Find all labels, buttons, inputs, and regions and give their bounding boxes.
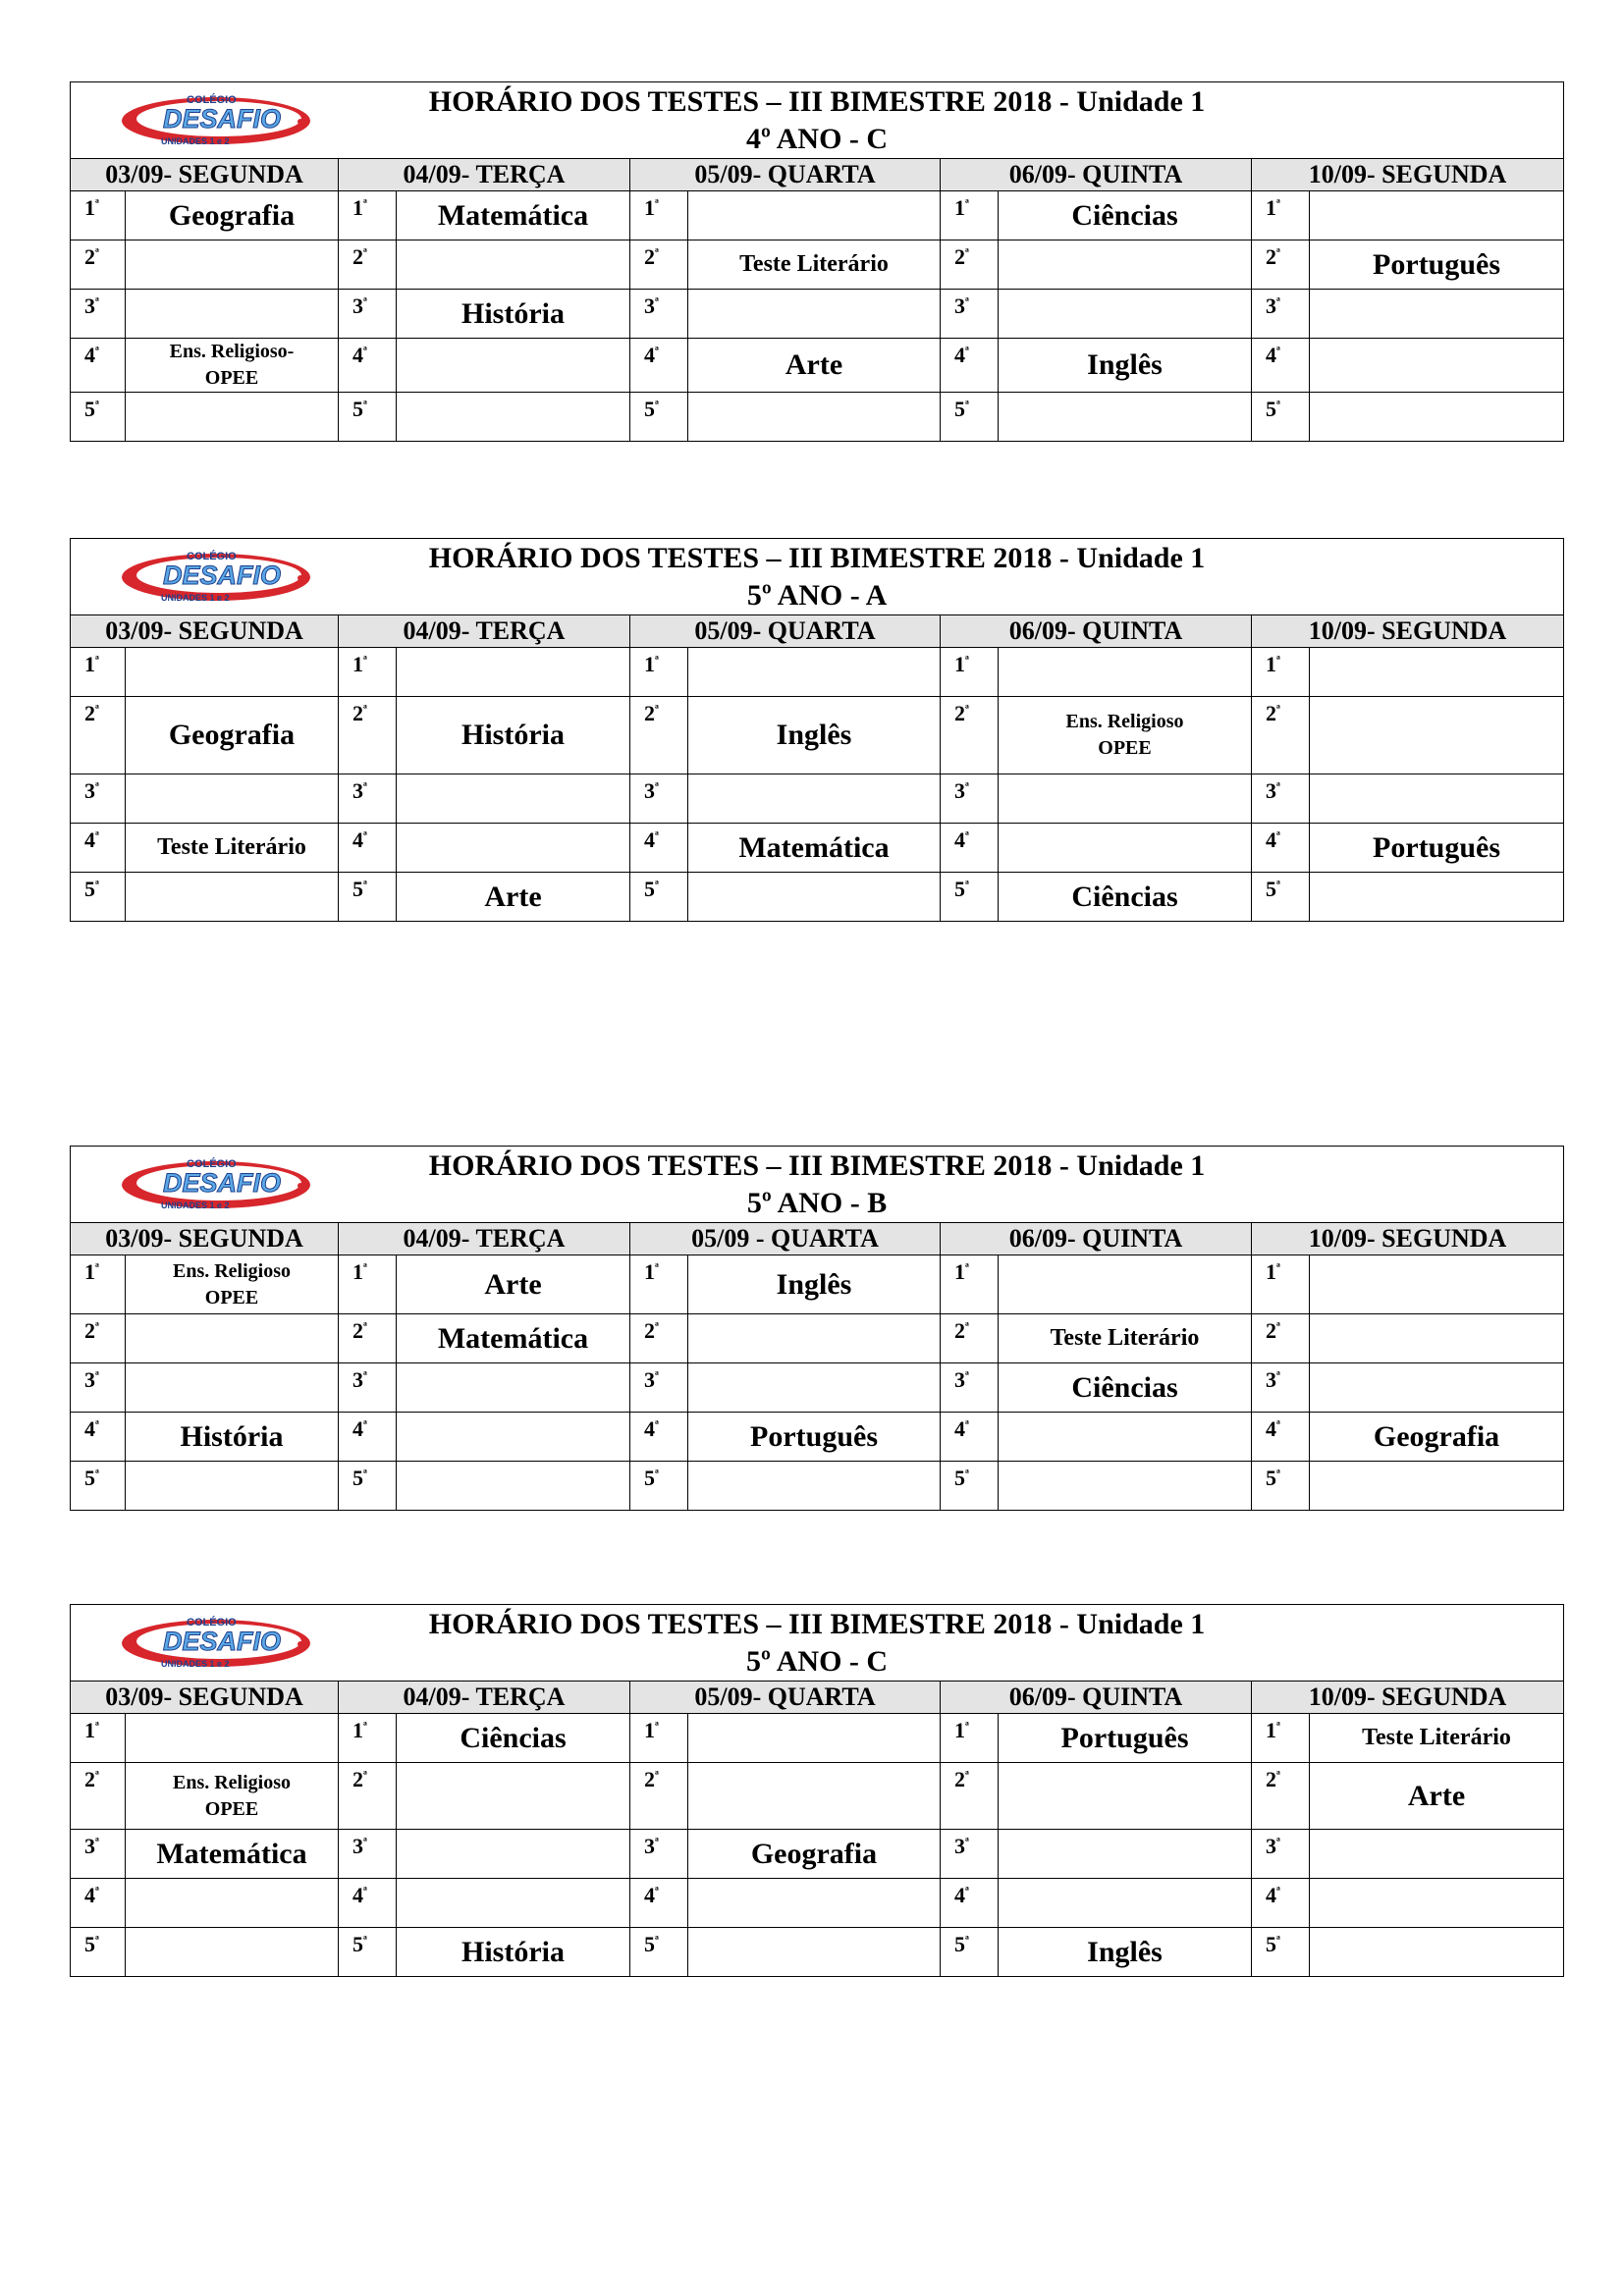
period-number: $5^ª$	[941, 873, 999, 922]
subject-cell	[999, 1255, 1252, 1314]
school-logo	[118, 88, 314, 149]
period-number: $4^ª$	[71, 1413, 126, 1462]
subject-cell	[1310, 1879, 1564, 1928]
subject-cell	[999, 1462, 1252, 1511]
period-number: $3^ª$	[339, 774, 397, 824]
subject-cell	[1310, 1363, 1564, 1413]
subject-cell	[1310, 697, 1564, 774]
period-number: $4^ª$	[71, 824, 126, 873]
subject-cell	[397, 1363, 630, 1413]
subject-cell	[397, 648, 630, 697]
day-header: 10/09- SEGUNDA	[1252, 159, 1564, 191]
subject-cell	[126, 1462, 339, 1511]
subject-cell	[688, 1763, 941, 1830]
subject-cell: Inglês	[999, 1928, 1252, 1977]
subject-cell	[126, 1255, 339, 1314]
subject-cell: Teste Literário	[688, 240, 941, 290]
day-header: 05/09- QUARTA	[630, 159, 941, 191]
logo-sub-text: UNIDADES 1 e 2	[161, 593, 230, 603]
period-number: $3^ª$	[339, 1830, 397, 1879]
period-number: $3^ª$	[941, 1830, 999, 1879]
period-number: $1^ª$	[1252, 1255, 1310, 1314]
day-header: 05/09- QUARTA	[630, 1682, 941, 1714]
subject-cell	[1310, 648, 1564, 697]
schedule-table	[70, 1604, 1564, 1977]
period-number: $5^ª$	[71, 1928, 126, 1977]
subject-cell	[1310, 1255, 1564, 1314]
schedule-header	[71, 1605, 1564, 1682]
subject-cell	[126, 339, 339, 393]
period-number: $3^ª$	[630, 774, 688, 824]
period-number: $3^ª$	[71, 1830, 126, 1879]
subject-cell	[688, 1879, 941, 1928]
period-number: $3^ª$	[1252, 290, 1310, 339]
period-number: $4^ª$	[630, 339, 688, 393]
schedule-header	[71, 82, 1564, 159]
period-number: $1^ª$	[71, 1255, 126, 1314]
day-header: 04/09- TERÇA	[339, 1223, 630, 1255]
period-number: $2^ª$	[1252, 697, 1310, 774]
period-number: $4^ª$	[630, 824, 688, 873]
period-number: $1^ª$	[339, 191, 397, 240]
period-number: $1^ª$	[339, 1714, 397, 1763]
subject-cell: Matemática	[688, 824, 941, 873]
subject-cell: Inglês	[688, 697, 941, 774]
subject-cell	[1310, 873, 1564, 922]
subject-cell	[999, 393, 1252, 442]
period-number: $1^ª$	[339, 648, 397, 697]
period-number: $1^ª$	[1252, 1714, 1310, 1763]
day-header: 04/09- TERÇA	[339, 1682, 630, 1714]
subject-cell	[999, 824, 1252, 873]
subject-cell: Matemática	[397, 1314, 630, 1363]
subject-cell	[397, 1462, 630, 1511]
subject-cell	[999, 1413, 1252, 1462]
period-number: $4^ª$	[339, 1413, 397, 1462]
subject-cell: Arte	[397, 873, 630, 922]
subject-cell: Ciências	[999, 191, 1252, 240]
subject-cell	[1310, 191, 1564, 240]
period-number: $3^ª$	[1252, 1830, 1310, 1879]
period-number: $1^ª$	[630, 1255, 688, 1314]
day-header: 04/09- TERÇA	[339, 615, 630, 648]
subject-cell	[1310, 1830, 1564, 1879]
day-header: 06/09- QUINTA	[941, 615, 1252, 648]
subject-cell	[999, 1879, 1252, 1928]
day-header: 03/09- SEGUNDA	[71, 1223, 339, 1255]
period-number: $2^ª$	[339, 240, 397, 290]
period-number: $5^ª$	[630, 873, 688, 922]
period-number: $3^ª$	[630, 1830, 688, 1879]
subject-text: OPEE	[1098, 737, 1152, 759]
schedule-block	[70, 81, 1563, 442]
subject-cell	[999, 1763, 1252, 1830]
period-number: $3^ª$	[941, 1363, 999, 1413]
period-number: $2^ª$	[339, 1763, 397, 1830]
period-number: $2^ª$	[1252, 1763, 1310, 1830]
subject-cell	[999, 774, 1252, 824]
subject-cell	[126, 290, 339, 339]
subject-cell	[126, 393, 339, 442]
period-number: $3^ª$	[71, 290, 126, 339]
period-number: $5^ª$	[630, 393, 688, 442]
period-number: $1^ª$	[71, 191, 126, 240]
subject-cell	[688, 191, 941, 240]
subject-text: Ens. Religioso	[1065, 711, 1184, 732]
subject-cell	[397, 1879, 630, 1928]
period-number: $2^ª$	[71, 697, 126, 774]
period-number: $3^ª$	[1252, 774, 1310, 824]
period-number: $4^ª$	[71, 1879, 126, 1928]
logo-sub-text: UNIDADES 1 e 2	[161, 136, 230, 146]
subject-cell	[688, 1462, 941, 1511]
subject-cell: História	[397, 1928, 630, 1977]
period-number: $5^ª$	[1252, 1928, 1310, 1977]
period-number: $5^ª$	[630, 1462, 688, 1511]
subject-cell: Geografia	[1310, 1413, 1564, 1462]
class-name: 5º ANO - C	[746, 1645, 889, 1678]
period-number: $3^ª$	[941, 774, 999, 824]
period-number: $2^ª$	[941, 697, 999, 774]
day-header: 06/09- QUINTA	[941, 159, 1252, 191]
subject-cell: Geografia	[126, 191, 339, 240]
period-number: $4^ª$	[941, 1879, 999, 1928]
class-name: 4º ANO - C	[746, 123, 889, 155]
logo-top-text: COLÉGIO	[187, 94, 237, 106]
period-number: $1^ª$	[1252, 648, 1310, 697]
logo-top-text: COLÉGIO	[187, 1617, 237, 1629]
subject-cell	[126, 774, 339, 824]
period-number: $5^ª$	[1252, 393, 1310, 442]
subject-cell	[1310, 1314, 1564, 1363]
schedule-header	[71, 539, 1564, 615]
subject-cell: Geografia	[126, 697, 339, 774]
schedule-block	[70, 1604, 1563, 1977]
logo-top-text: COLÉGIO	[187, 551, 237, 562]
schedule-block	[70, 538, 1563, 922]
period-number: $2^ª$	[1252, 1314, 1310, 1363]
period-number: $4^ª$	[1252, 1413, 1310, 1462]
subject-cell: Arte	[1310, 1763, 1564, 1830]
period-number: $2^ª$	[630, 1763, 688, 1830]
day-header: 05/09- QUARTA	[630, 615, 941, 648]
schedule-title: HORÁRIO DOS TESTES – III BIMESTRE 2018 - Unidade 1	[428, 542, 1206, 574]
period-number: $5^ª$	[339, 1462, 397, 1511]
period-number: $4^ª$	[941, 824, 999, 873]
period-number: $5^ª$	[71, 1462, 126, 1511]
day-header: 06/09- QUINTA	[941, 1682, 1252, 1714]
day-header: 05/09 - QUARTA	[630, 1223, 941, 1255]
subject-cell	[1310, 339, 1564, 393]
school-logo	[118, 545, 314, 606]
schedule-title: HORÁRIO DOS TESTES – III BIMESTRE 2018 - Unidade 1	[428, 1608, 1206, 1640]
schedule-header	[71, 1147, 1564, 1223]
period-number: $1^ª$	[630, 191, 688, 240]
period-number: $4^ª$	[941, 339, 999, 393]
subject-cell	[1310, 1462, 1564, 1511]
logo-top-text: COLÉGIO	[187, 1158, 237, 1170]
subject-cell: História	[126, 1413, 339, 1462]
subject-text: OPEE	[204, 1797, 259, 1820]
day-header: 04/09- TERÇA	[339, 159, 630, 191]
subject-cell	[1310, 290, 1564, 339]
day-header: 10/09- SEGUNDA	[1252, 615, 1564, 648]
subject-cell: Inglês	[999, 339, 1252, 393]
period-number: $2^ª$	[339, 697, 397, 774]
subject-cell	[126, 648, 339, 697]
period-number: $4^ª$	[71, 339, 126, 393]
class-name: 5º ANO - B	[746, 1187, 888, 1219]
period-number: $5^ª$	[941, 1928, 999, 1977]
period-number: $5^ª$	[630, 1928, 688, 1977]
schedule-table	[70, 1146, 1564, 1511]
subject-cell	[126, 873, 339, 922]
period-number: $5^ª$	[941, 1462, 999, 1511]
day-header: 03/09- SEGUNDA	[71, 159, 339, 191]
subject-cell	[126, 240, 339, 290]
period-number: $2^ª$	[941, 240, 999, 290]
school-logo	[118, 1152, 314, 1213]
logo-sub-text: UNIDADES 1 e 2	[161, 1201, 230, 1210]
subject-cell	[397, 1413, 630, 1462]
period-number: $2^ª$	[941, 1763, 999, 1830]
subject-cell	[688, 873, 941, 922]
subject-cell: Português	[688, 1413, 941, 1462]
period-number: $2^ª$	[630, 697, 688, 774]
period-number: $1^ª$	[1252, 191, 1310, 240]
subject-cell: Arte	[397, 1255, 630, 1314]
subject-cell: Geografia	[688, 1830, 941, 1879]
subject-cell	[397, 339, 630, 393]
period-number: $2^ª$	[1252, 240, 1310, 290]
subject-cell: Português	[999, 1714, 1252, 1763]
period-number: $3^ª$	[71, 1363, 126, 1413]
subject-cell	[397, 824, 630, 873]
subject-cell	[688, 1928, 941, 1977]
period-number: $1^ª$	[71, 1714, 126, 1763]
period-number: $5^ª$	[1252, 873, 1310, 922]
subject-cell	[999, 240, 1252, 290]
subject-text: Ens. Religioso	[172, 1771, 292, 1793]
subject-cell	[397, 1830, 630, 1879]
period-number: $3^ª$	[1252, 1363, 1310, 1413]
period-number: $2^ª$	[941, 1314, 999, 1363]
subject-cell: História	[397, 290, 630, 339]
period-number: $5^ª$	[339, 873, 397, 922]
period-number: $1^ª$	[339, 1255, 397, 1314]
subject-text: Ens. Religioso-	[169, 341, 295, 362]
subject-cell	[999, 648, 1252, 697]
period-number: $5^ª$	[339, 1928, 397, 1977]
period-number: $1^ª$	[941, 648, 999, 697]
subject-cell	[126, 1763, 339, 1830]
subject-cell: Teste Literário	[999, 1314, 1252, 1363]
period-number: $3^ª$	[630, 1363, 688, 1413]
period-number: $4^ª$	[1252, 824, 1310, 873]
logo-main-text: DESAFIO	[163, 1168, 282, 1198]
subject-cell: Teste Literário	[126, 824, 339, 873]
subject-text: OPEE	[204, 1286, 259, 1308]
subject-cell	[126, 1714, 339, 1763]
subject-text: Ens. Religioso	[172, 1259, 292, 1282]
period-number: $2^ª$	[71, 240, 126, 290]
subject-cell	[1310, 774, 1564, 824]
day-header: 03/09- SEGUNDA	[71, 1682, 339, 1714]
subject-cell	[126, 1363, 339, 1413]
logo-main-text: DESAFIO	[163, 561, 282, 590]
subject-cell	[397, 1763, 630, 1830]
subject-cell	[397, 240, 630, 290]
schedule-title: HORÁRIO DOS TESTES – III BIMESTRE 2018 - Unidade 1	[428, 85, 1206, 118]
subject-cell: Ciências	[999, 873, 1252, 922]
subject-cell: Teste Literário	[1310, 1714, 1564, 1763]
period-number: $5^ª$	[1252, 1462, 1310, 1511]
period-number: $4^ª$	[339, 1879, 397, 1928]
subject-cell	[126, 1314, 339, 1363]
subject-cell	[1310, 393, 1564, 442]
class-name: 5º ANO - A	[746, 579, 888, 612]
period-number: $1^ª$	[941, 1714, 999, 1763]
period-number: $5^ª$	[339, 393, 397, 442]
period-number: $5^ª$	[941, 393, 999, 442]
period-number: $2^ª$	[630, 240, 688, 290]
period-number: $5^ª$	[71, 873, 126, 922]
subject-cell	[688, 774, 941, 824]
subject-cell	[688, 393, 941, 442]
period-number: $4^ª$	[941, 1413, 999, 1462]
period-number: $2^ª$	[71, 1314, 126, 1363]
subject-cell	[688, 1714, 941, 1763]
period-number: $4^ª$	[339, 339, 397, 393]
subject-cell: História	[397, 697, 630, 774]
subject-cell: Português	[1310, 240, 1564, 290]
period-number: $2^ª$	[339, 1314, 397, 1363]
logo-main-text: DESAFIO	[163, 104, 282, 133]
period-number: $4^ª$	[339, 824, 397, 873]
period-number: $5^ª$	[71, 393, 126, 442]
subject-cell	[688, 1314, 941, 1363]
subject-cell: Matemática	[126, 1830, 339, 1879]
period-number: $3^ª$	[339, 290, 397, 339]
subject-cell: Ciências	[999, 1363, 1252, 1413]
period-number: $3^ª$	[941, 290, 999, 339]
schedule-block	[70, 1146, 1563, 1511]
period-number: $1^ª$	[941, 191, 999, 240]
subject-cell: Inglês	[688, 1255, 941, 1314]
subject-text: OPEE	[204, 367, 259, 389]
period-number: $3^ª$	[630, 290, 688, 339]
subject-cell	[688, 648, 941, 697]
day-header: 10/09- SEGUNDA	[1252, 1682, 1564, 1714]
subject-cell	[397, 393, 630, 442]
period-number: $1^ª$	[71, 648, 126, 697]
period-number: $1^ª$	[630, 648, 688, 697]
subject-cell	[126, 1928, 339, 1977]
subject-cell	[999, 290, 1252, 339]
day-header: 03/09- SEGUNDA	[71, 615, 339, 648]
schedule-title: HORÁRIO DOS TESTES – III BIMESTRE 2018 - Unidade 1	[428, 1149, 1206, 1182]
schedule-table	[70, 81, 1564, 442]
subject-cell	[126, 1879, 339, 1928]
period-number: $4^ª$	[1252, 1879, 1310, 1928]
logo-sub-text: UNIDADES 1 e 2	[161, 1659, 230, 1669]
period-number: $4^ª$	[630, 1879, 688, 1928]
logo-main-text: DESAFIO	[163, 1627, 282, 1656]
subject-cell: Matemática	[397, 191, 630, 240]
subject-cell	[999, 697, 1252, 774]
period-number: $4^ª$	[630, 1413, 688, 1462]
subject-cell	[688, 1363, 941, 1413]
subject-cell: Arte	[688, 339, 941, 393]
period-number: $4^ª$	[1252, 339, 1310, 393]
period-number: $2^ª$	[630, 1314, 688, 1363]
school-logo	[118, 1611, 314, 1672]
subject-cell: Português	[1310, 824, 1564, 873]
period-number: $3^ª$	[71, 774, 126, 824]
day-header: 10/09- SEGUNDA	[1252, 1223, 1564, 1255]
subject-cell	[1310, 1928, 1564, 1977]
period-number: $3^ª$	[339, 1363, 397, 1413]
period-number: $1^ª$	[630, 1714, 688, 1763]
subject-cell: Ciências	[397, 1714, 630, 1763]
subject-cell	[397, 774, 630, 824]
period-number: $2^ª$	[71, 1763, 126, 1830]
subject-cell	[688, 290, 941, 339]
subject-cell	[999, 1830, 1252, 1879]
period-number: $1^ª$	[941, 1255, 999, 1314]
schedule-table	[70, 538, 1564, 922]
day-header: 06/09- QUINTA	[941, 1223, 1252, 1255]
